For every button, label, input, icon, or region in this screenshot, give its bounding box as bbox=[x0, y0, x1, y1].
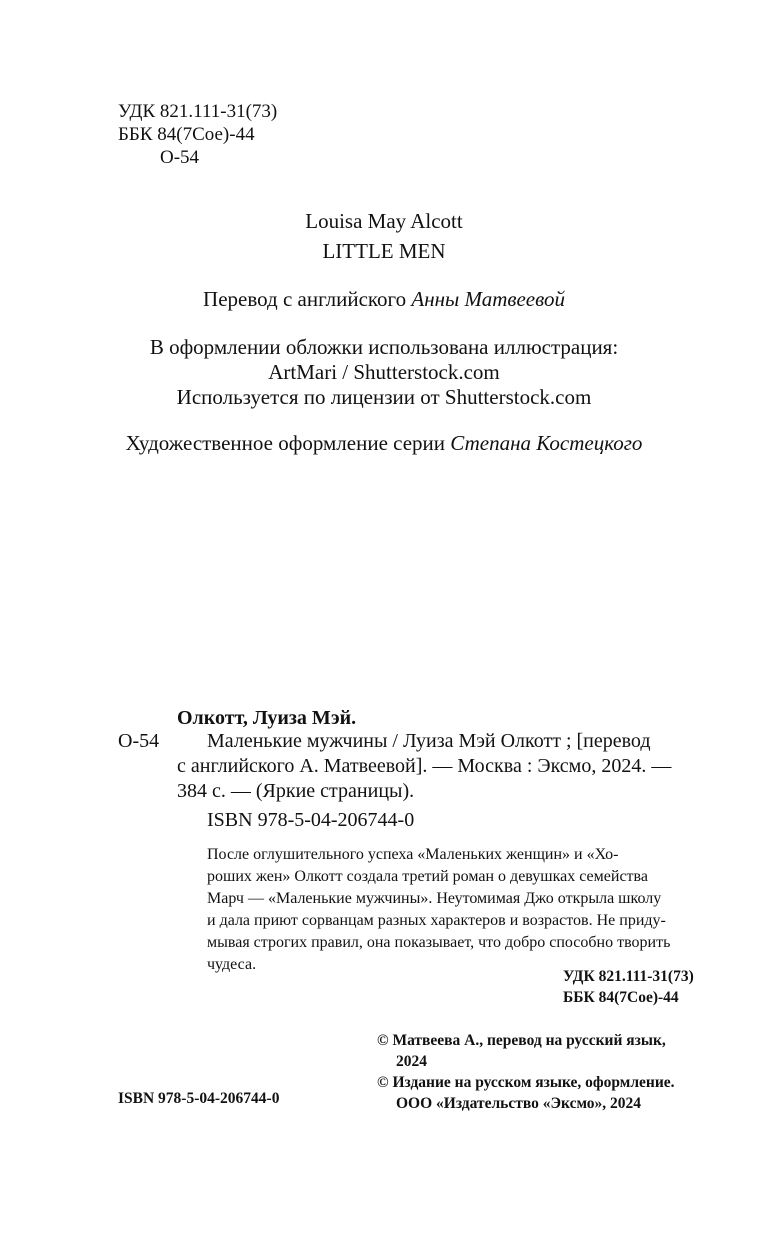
bib-line-1: Маленькие мужчины / Луиза Мэй Олкотт ; [перевод bbox=[207, 730, 651, 752]
bbk-code: ББК 84(7Сое)-44 bbox=[118, 124, 255, 145]
abstract-line: и дала приют сорванцам разных характеров и возрастов. Не приду- bbox=[207, 912, 666, 929]
author-sign-code: О-54 bbox=[160, 147, 200, 168]
isbn-footer: ISBN 978-5-04-206744-0 bbox=[118, 1090, 280, 1107]
abstract-line: чудеса. bbox=[207, 956, 257, 973]
udk-code-footer: УДК 821.111-31(73) bbox=[563, 968, 694, 985]
bibliographic-author-heading: Олкотт, Луиза Мэй. bbox=[177, 707, 357, 729]
copyright-edition: © Издание на русском языке, оформление. bbox=[377, 1074, 675, 1091]
abstract-line: мывая строгих правил, она показывает, что добро способно творить bbox=[207, 934, 671, 951]
original-title: LITTLE MEN bbox=[322, 239, 446, 263]
cover-credit-line1: В оформлении обложки использована иллюстрация: bbox=[149, 335, 619, 359]
isbn-main: ISBN 978-5-04-206744-0 bbox=[207, 809, 415, 831]
copyright-translation: © Матвеева А., перевод на русский язык, bbox=[377, 1032, 666, 1049]
book-abstract bbox=[207, 844, 693, 976]
udk-code: УДК 821.111-31(73) bbox=[118, 101, 278, 122]
series-designer-name: Степана Костецкого bbox=[450, 431, 643, 455]
original-author: Louisa May Alcott bbox=[305, 209, 463, 233]
translation-credit bbox=[0, 286, 768, 312]
abstract-line: роших жен» Олкотт создала третий роман о девушках семейства bbox=[207, 868, 648, 885]
copyright-block bbox=[377, 1030, 695, 1114]
copyright-publisher: ООО «Издательство «Эксмо», 2024 bbox=[396, 1095, 642, 1112]
abstract-line: После оглушительного успеха «Маленьких женщин» и «Хо- bbox=[207, 846, 619, 863]
cover-credit-line2: ArtMari / Shutterstock.com bbox=[268, 360, 500, 384]
translator-name: Анны Матвеевой bbox=[411, 287, 565, 311]
translation-prefix: Перевод с английского bbox=[203, 287, 407, 311]
series-design-credit bbox=[0, 430, 768, 456]
copyright-translation-year: 2024 bbox=[396, 1053, 427, 1070]
classification-block bbox=[118, 100, 277, 169]
abstract-line: Марч — «Маленькие мужчины». Неутомимая Джо открыла школу bbox=[207, 890, 662, 907]
bib-line-3: 384 с. — (Яркие страницы). bbox=[177, 780, 415, 802]
bibliographic-code: О-54 bbox=[118, 730, 160, 752]
bibliographic-description bbox=[177, 729, 693, 804]
bbk-code-footer: ББК 84(7Сое)-44 bbox=[563, 989, 679, 1006]
classification-footer bbox=[563, 966, 694, 1008]
bib-line-2: с английского А. Матвеевой]. — Москва : Эксмо, 2024. — bbox=[177, 755, 672, 777]
cover-credit-line3: Используется по лицензии от Shutterstock.com bbox=[176, 385, 592, 409]
series-design-prefix: Художественное оформление серии bbox=[125, 431, 446, 455]
